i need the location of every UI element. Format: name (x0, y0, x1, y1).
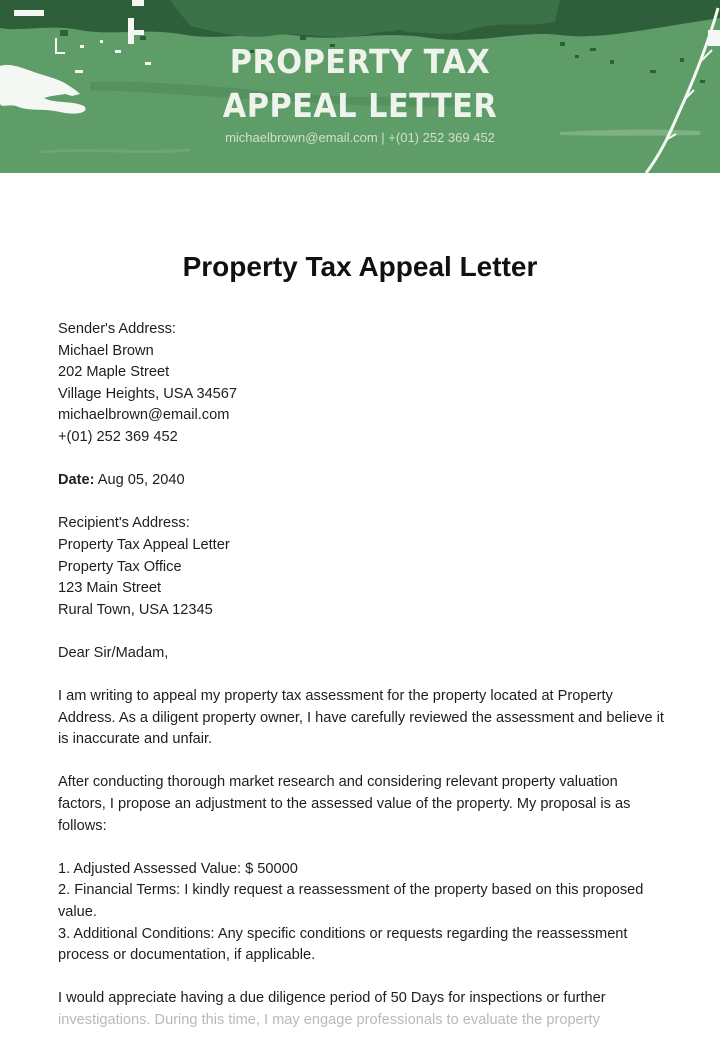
paragraph-due-diligence (58, 988, 668, 1031)
paragraph-intro: I am writing to appeal my property tax assessment for the property located at Property Address. As a diligent property owner, I have carefully reviewed the assessment and believe it is inaccurate and unfair. (58, 688, 664, 748)
proposal-item-1: 1. Adjusted Assessed Value: $ 50000 (58, 860, 298, 877)
date-label: Date: (58, 472, 95, 489)
proposal-item-3: 3. Additional Conditions: Any specific conditions or requests regarding the reassessment process or documentation, if applicable. (58, 925, 628, 964)
recipient-line-1: Property Tax Appeal Letter (58, 536, 230, 553)
sender-name: Michael Brown (58, 342, 154, 359)
sender-address-label: Sender's Address: (58, 321, 176, 337)
paragraph-proposal: After conducting thorough market research and considering relevant property valuation factors, I propose an adjustment to the assessed value of the property. My proposal is as follows: (58, 774, 631, 834)
proposal-list (58, 859, 668, 967)
date-value: Aug 05, 2040 (97, 472, 185, 489)
recipient-line-2: Property Tax Office (58, 558, 182, 575)
banner-contact-info: michaelbrown@email.com | +(01) 252 369 452 (225, 130, 495, 145)
sender-address-block (58, 319, 668, 449)
sender-phone: +(01) 252 369 452 (58, 428, 178, 445)
sender-street: 202 Maple Street (58, 364, 170, 381)
due-diligence-line-cutoff: investigations. During this time, I may engage professionals to evaluate the property (58, 1012, 600, 1028)
banner-title-line-2: APPEAL LETTER (222, 86, 498, 125)
recipient-address-label: Recipient's Address: (58, 515, 190, 532)
recipient-line-3: 123 Main Street (58, 580, 162, 597)
proposal-item-2: 2. Financial Terms: I kindly request a reassessment of the property based on this proposed value. (58, 882, 644, 921)
recipient-line-4: Rural Town, USA 12345 (58, 601, 213, 618)
sender-email: michaelbrown@email.com (58, 407, 230, 424)
sender-city: Village Heights, USA 34567 (58, 385, 238, 402)
recipient-address-block (58, 513, 668, 621)
banner-title-line-1: PROPERTY TAX (229, 42, 491, 81)
header-banner (0, 0, 720, 173)
due-diligence-line: I would appreciate having a due diligence period of 50 Days for inspections or further (58, 990, 606, 1007)
letter-body (58, 319, 668, 1053)
banner-title (29, 40, 691, 128)
salutation: Dear Sir/Madam, (58, 644, 169, 661)
date-line (58, 470, 668, 492)
document-title: Property Tax Appeal Letter (182, 251, 538, 282)
